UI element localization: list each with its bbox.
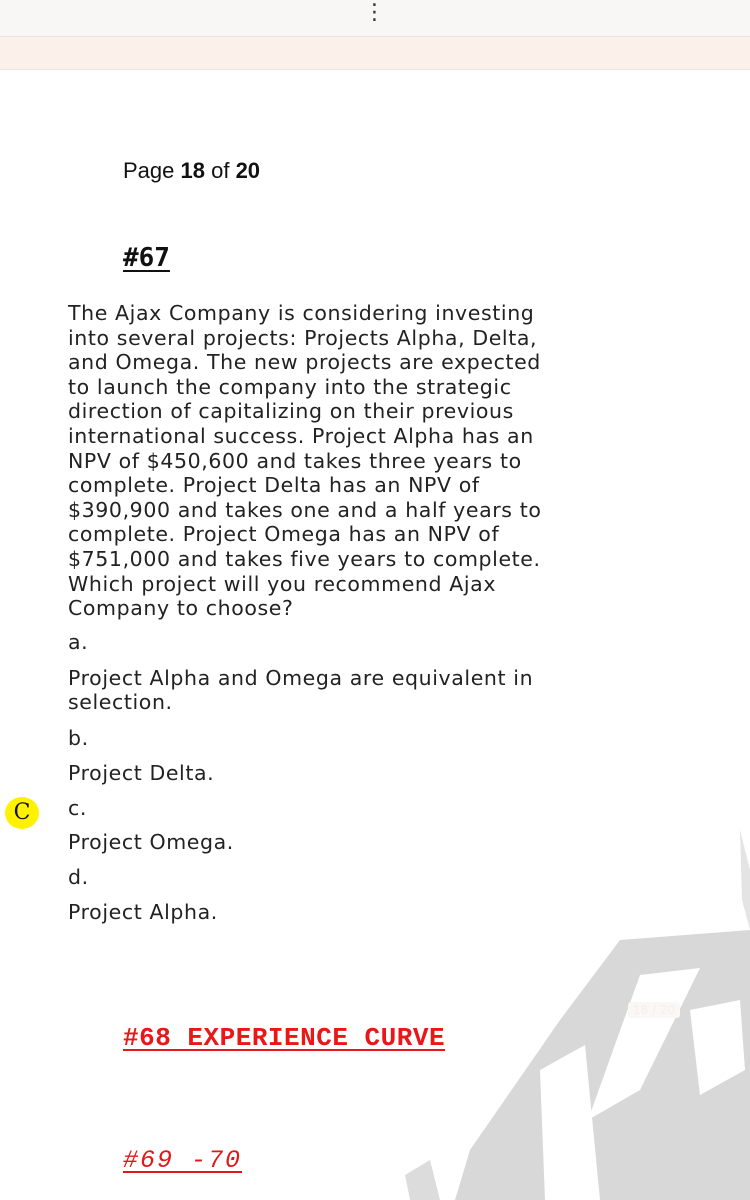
question-range-heading: #69 -70: [123, 1146, 243, 1175]
option-b-text: Project Delta.: [68, 761, 215, 785]
question-line: and Omega. The new projects are expected: [68, 350, 541, 375]
option-b-letter: b.: [68, 726, 89, 750]
question-line: complete. Project Omega has an NPV of: [68, 522, 500, 547]
page-total: 20: [235, 158, 261, 183]
question-line: Which project will you recommend Ajax: [68, 571, 497, 596]
page-of: of: [204, 158, 236, 183]
option-c-text: Project Omega.: [68, 830, 234, 854]
question-number: #67: [123, 243, 170, 273]
question-line: to launch the company into the strategic: [68, 374, 512, 399]
option-d-letter: d.: [68, 865, 89, 889]
answer-marker: C: [5, 797, 39, 829]
page-counter: 18 / 20: [628, 1002, 680, 1018]
question-line: into several projects: Projects Alpha, Delta,: [68, 325, 538, 350]
question-line: direction of capitalizing on their previous: [68, 399, 514, 424]
page-prefix: Page: [123, 158, 181, 183]
question-line: complete. Project Delta has an NPV of: [68, 473, 480, 498]
option-a-text-line2: selection.: [68, 690, 173, 714]
next-question-heading: #68 EXPERIENCE CURVE: [123, 1023, 446, 1053]
page-current: 18: [180, 158, 205, 183]
option-a-text-line1: Project Alpha and Omega are equivalent in: [68, 666, 534, 690]
question-line: The Ajax Company is considering investing: [68, 301, 535, 325]
question-line: Company to choose?: [68, 596, 294, 621]
option-d-text: Project Alpha.: [68, 900, 218, 924]
more-dots-icon[interactable]: ⋮: [363, 0, 387, 25]
question-line: $751,000 and takes five years to complete.: [68, 546, 541, 571]
question-line: NPV of $450,600 and takes three years to: [68, 448, 522, 473]
option-c-letter: c.: [68, 796, 87, 820]
question-line: international success. Project Alpha has an: [68, 423, 534, 448]
option-a-letter: a.: [68, 630, 89, 654]
question-line: $390,900 and takes one and a half years to: [68, 497, 542, 522]
